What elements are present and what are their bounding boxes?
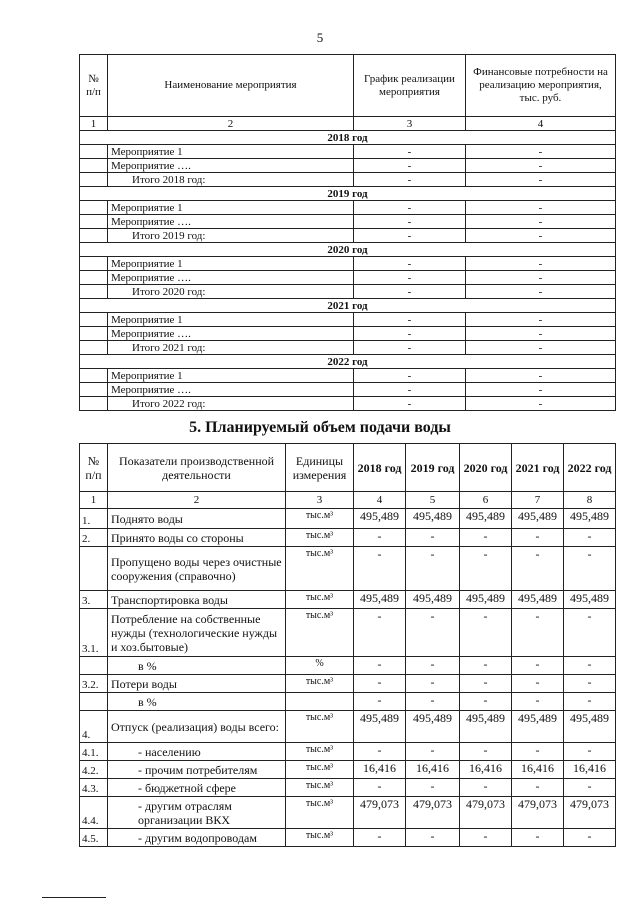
year-value: -	[564, 779, 616, 797]
year-value: -	[564, 743, 616, 761]
table-row	[80, 397, 616, 411]
year-value: -	[354, 675, 406, 693]
year-title: 2020 год	[80, 243, 616, 257]
row-num: 4.1.	[80, 743, 108, 761]
table-row	[80, 271, 616, 285]
year-value: -	[564, 547, 616, 591]
row-num: 3.1.	[80, 609, 108, 657]
measure-name: Итого 2019 год:	[108, 229, 354, 243]
measure-name: Мероприятие ….	[108, 215, 354, 229]
finance-value: -	[466, 145, 616, 159]
table-row	[80, 313, 616, 327]
row-num	[80, 257, 108, 271]
year-value: 479,073	[406, 797, 460, 829]
measure-name: Мероприятие 1	[108, 145, 354, 159]
finance-value: -	[466, 341, 616, 355]
year-value: -	[564, 675, 616, 693]
table-row	[80, 159, 616, 173]
indicator-name: Пропущено воды через очистные сооружения (справочно)	[108, 547, 286, 591]
table-row	[80, 201, 616, 215]
year-value: -	[460, 529, 512, 547]
row-num	[80, 341, 108, 355]
footnote-divider	[42, 897, 106, 898]
year-value: -	[354, 779, 406, 797]
year-value: 495,489	[406, 509, 460, 529]
indicator-name: - прочим потребителям	[108, 761, 286, 779]
year-value: -	[564, 529, 616, 547]
year-value: 479,073	[564, 797, 616, 829]
year-value: 479,073	[354, 797, 406, 829]
indicator-name: Принято воды со стороны	[108, 529, 286, 547]
row-num: 4.4.	[80, 797, 108, 829]
row-num	[80, 547, 108, 591]
year-value: -	[406, 657, 460, 675]
year-value: -	[460, 675, 512, 693]
year-value: 495,489	[512, 591, 564, 609]
year-title: 2019 год	[80, 187, 616, 201]
year-value: -	[512, 693, 564, 711]
year-row	[80, 299, 616, 313]
year-row	[80, 131, 616, 145]
header-measure-name: Наименование мероприятия	[108, 55, 354, 117]
finance-value: -	[466, 313, 616, 327]
year-value: -	[460, 693, 512, 711]
water-supply-table	[79, 443, 616, 847]
indicator-name: Транспортировка воды	[108, 591, 286, 609]
year-value: 495,489	[354, 591, 406, 609]
table-row	[80, 829, 616, 847]
year-value: 495,489	[406, 711, 460, 743]
year-value: -	[406, 743, 460, 761]
row-num	[80, 383, 108, 397]
header-year: 2022 год	[564, 444, 616, 492]
row-num	[80, 173, 108, 187]
row-num	[80, 369, 108, 383]
year-value: 495,489	[564, 509, 616, 529]
table-row	[80, 711, 616, 743]
unit-cell: тыс.м³	[286, 829, 354, 847]
row-num: 4.	[80, 711, 108, 743]
unit-cell: тыс.м³	[286, 591, 354, 609]
schedule-value: -	[354, 369, 466, 383]
indicator-name: Поднято воды	[108, 509, 286, 529]
year-value: -	[460, 547, 512, 591]
year-value: 16,416	[564, 761, 616, 779]
year-value: -	[406, 693, 460, 711]
indicator-name: Отпуск (реализация) воды всего:	[108, 711, 286, 743]
row-num	[80, 285, 108, 299]
year-value: -	[354, 529, 406, 547]
schedule-value: -	[354, 159, 466, 173]
finance-value: -	[466, 271, 616, 285]
measure-name: Мероприятие ….	[108, 327, 354, 341]
year-value: 495,489	[564, 591, 616, 609]
row-num: 2.	[80, 529, 108, 547]
year-value: 495,489	[460, 711, 512, 743]
row-num	[80, 229, 108, 243]
year-value: -	[460, 657, 512, 675]
year-value: 495,489	[460, 509, 512, 529]
table-row	[80, 657, 616, 675]
year-value: -	[354, 743, 406, 761]
finance-value: -	[466, 369, 616, 383]
indicator-name: - бюджетной сфере	[108, 779, 286, 797]
finance-value: -	[466, 159, 616, 173]
year-value: -	[406, 675, 460, 693]
unit-cell: %	[286, 657, 354, 675]
table-row	[80, 341, 616, 355]
schedule-value: -	[354, 145, 466, 159]
unit-cell: тыс.м³	[286, 779, 354, 797]
finance-value: -	[466, 257, 616, 271]
year-value: 495,489	[406, 591, 460, 609]
table-row	[80, 591, 616, 609]
table-row	[80, 761, 616, 779]
year-value: -	[354, 609, 406, 657]
header-year: 2021 год	[512, 444, 564, 492]
schedule-value: -	[354, 215, 466, 229]
table-row	[80, 547, 616, 591]
table-row	[80, 529, 616, 547]
row-num: 3.2.	[80, 675, 108, 693]
year-value: 479,073	[512, 797, 564, 829]
row-num	[80, 313, 108, 327]
measure-name: Мероприятие 1	[108, 257, 354, 271]
table-row	[80, 145, 616, 159]
year-value: -	[406, 829, 460, 847]
year-value: -	[460, 609, 512, 657]
row-num: 4.5.	[80, 829, 108, 847]
year-value: -	[512, 657, 564, 675]
year-value: 495,489	[460, 591, 512, 609]
year-value: -	[512, 829, 564, 847]
unit-cell: тыс.м³	[286, 609, 354, 657]
year-value: 495,489	[512, 509, 564, 529]
table-row	[80, 369, 616, 383]
year-value: -	[512, 547, 564, 591]
year-value: -	[564, 693, 616, 711]
measure-name: Итого 2022 год:	[108, 397, 354, 411]
unit-cell	[286, 693, 354, 711]
measure-name: Мероприятие 1	[108, 313, 354, 327]
indicator-name: - другим отраслям организации ВКХ	[108, 797, 286, 829]
year-value: 495,489	[512, 711, 564, 743]
unit-cell: тыс.м³	[286, 509, 354, 529]
year-value: -	[354, 547, 406, 591]
schedule-value: -	[354, 201, 466, 215]
row-num	[80, 327, 108, 341]
measure-name: Итого 2021 год:	[108, 341, 354, 355]
unit-cell: тыс.м³	[286, 743, 354, 761]
year-value: -	[564, 609, 616, 657]
indicator-name: - другим водопроводам	[108, 829, 286, 847]
year-value: -	[564, 829, 616, 847]
row-num	[80, 159, 108, 173]
schedule-value: -	[354, 271, 466, 285]
row-num	[80, 145, 108, 159]
table-row	[80, 285, 616, 299]
table-row	[80, 229, 616, 243]
finance-value: -	[466, 173, 616, 187]
finance-value: -	[466, 229, 616, 243]
year-title: 2022 год	[80, 355, 616, 369]
schedule-value: -	[354, 397, 466, 411]
measure-name: Мероприятие ….	[108, 383, 354, 397]
year-value: -	[460, 829, 512, 847]
finance-value: -	[466, 397, 616, 411]
row-num: 1.	[80, 509, 108, 529]
indicator-name: - населению	[108, 743, 286, 761]
year-value: -	[512, 675, 564, 693]
year-value: -	[564, 657, 616, 675]
measure-name: Итого 2018 год:	[108, 173, 354, 187]
schedule-value: -	[354, 173, 466, 187]
table-row	[80, 509, 616, 529]
header-num: № п/п	[80, 444, 108, 492]
year-value: 16,416	[406, 761, 460, 779]
finance-value: -	[466, 215, 616, 229]
schedule-value: -	[354, 285, 466, 299]
schedule-value: -	[354, 229, 466, 243]
indicator-name: в %	[108, 693, 286, 711]
schedule-value: -	[354, 341, 466, 355]
table-row	[80, 797, 616, 829]
year-value: -	[460, 779, 512, 797]
page-number: 5	[316, 30, 324, 45]
finance-value: -	[466, 201, 616, 215]
header-unit: Единицы измерения	[286, 444, 354, 492]
year-value: 16,416	[512, 761, 564, 779]
finance-value: -	[466, 285, 616, 299]
year-value: 16,416	[354, 761, 406, 779]
measure-name: Итого 2020 год:	[108, 285, 354, 299]
column-numbers-row: 1 2 3 4 5 6 7 8	[80, 492, 616, 509]
header-finance: Финансовые потребности на реализацию мероприятия, тыс. руб.	[466, 55, 616, 117]
table-row	[80, 675, 616, 693]
section-title: 5. Планируемый объем подачи воды	[189, 419, 451, 436]
finance-value: -	[466, 327, 616, 341]
year-row	[80, 243, 616, 257]
unit-cell: тыс.м³	[286, 711, 354, 743]
row-num: 4.3.	[80, 779, 108, 797]
unit-cell: тыс.м³	[286, 529, 354, 547]
indicator-name: в %	[108, 657, 286, 675]
year-row	[80, 187, 616, 201]
year-row	[80, 355, 616, 369]
measure-name: Мероприятие ….	[108, 271, 354, 285]
year-value: -	[406, 529, 460, 547]
year-title: 2021 год	[80, 299, 616, 313]
unit-cell: тыс.м³	[286, 547, 354, 591]
header-indicator: Показатели производственной деятельности	[108, 444, 286, 492]
year-value: 495,489	[354, 711, 406, 743]
unit-cell: тыс.м³	[286, 761, 354, 779]
table-row	[80, 173, 616, 187]
schedule-value: -	[354, 327, 466, 341]
year-value: -	[406, 547, 460, 591]
row-num	[80, 201, 108, 215]
year-value: -	[512, 609, 564, 657]
row-num: 3.	[80, 591, 108, 609]
year-value: 16,416	[460, 761, 512, 779]
table-row	[80, 693, 616, 711]
header-num: № п/п	[80, 55, 108, 117]
year-value: -	[512, 529, 564, 547]
year-value: -	[512, 779, 564, 797]
row-num	[80, 693, 108, 711]
header-year: 2020 год	[460, 444, 512, 492]
header-schedule: График реализации мероприятия	[354, 55, 466, 117]
table-row	[80, 327, 616, 341]
unit-cell: тыс.м³	[286, 675, 354, 693]
row-num	[80, 271, 108, 285]
schedule-value: -	[354, 313, 466, 327]
row-num	[80, 397, 108, 411]
year-title: 2018 год	[80, 131, 616, 145]
row-num: 4.2.	[80, 761, 108, 779]
table-row	[80, 743, 616, 761]
year-value: -	[512, 743, 564, 761]
table-row	[80, 215, 616, 229]
finance-value: -	[466, 383, 616, 397]
indicator-name: Потребление на собственные нужды (технологические нужды и хоз.бытовые)	[108, 609, 286, 657]
measure-name: Мероприятие 1	[108, 369, 354, 383]
header-year: 2018 год	[354, 444, 406, 492]
year-value: -	[354, 657, 406, 675]
year-value: 495,489	[564, 711, 616, 743]
row-num	[80, 215, 108, 229]
indicator-name: Потери воды	[108, 675, 286, 693]
schedule-value: -	[354, 257, 466, 271]
year-value: -	[406, 779, 460, 797]
column-numbers-row: 1 2 3 4	[80, 117, 616, 131]
table-row	[80, 383, 616, 397]
year-value: -	[406, 609, 460, 657]
measures-table	[79, 54, 616, 411]
table-row	[80, 779, 616, 797]
table-row	[80, 609, 616, 657]
header-year: 2019 год	[406, 444, 460, 492]
year-value: -	[354, 829, 406, 847]
measure-name: Мероприятие 1	[108, 201, 354, 215]
year-value: 479,073	[460, 797, 512, 829]
row-num	[80, 657, 108, 675]
schedule-value: -	[354, 383, 466, 397]
year-value: -	[460, 743, 512, 761]
measure-name: Мероприятие ….	[108, 159, 354, 173]
unit-cell: тыс.м³	[286, 797, 354, 829]
year-value: -	[354, 693, 406, 711]
table-row	[80, 257, 616, 271]
year-value: 495,489	[354, 509, 406, 529]
